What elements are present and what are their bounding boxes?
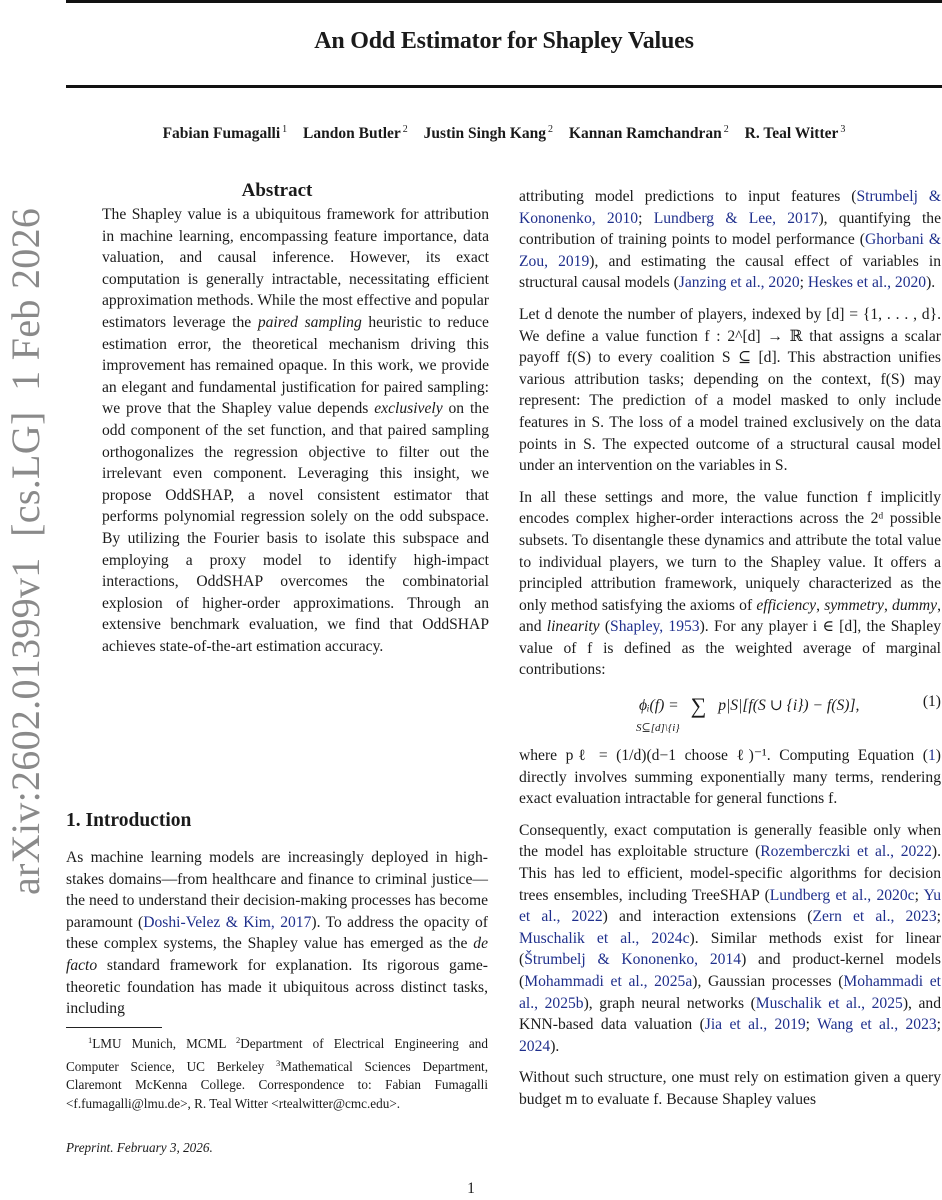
equation-number: (1) bbox=[922, 693, 941, 711]
citation-link[interactable]: Muschalik et al., 2024c bbox=[519, 929, 690, 947]
intro-paragraph-1: As machine learning models are increasingly deployed in high-stakes domains—from healthcare and finance to criminal justice—the need to understand their decision-making processes has become paramount (Doshi-Velez & Kim, 2017). To address the opacity of these complex systems, the Shapley value has emerged as the de facto standard framework for explanation. Its rigorous game-theoretic foundation has made it ubiquitous across distinct tasks, including bbox=[66, 849, 488, 1018]
abstract-section bbox=[66, 180, 488, 657]
summation-symbol: ∑ bbox=[690, 693, 707, 719]
citation-link[interactable]: Strumbelj & Kononenko, 2010 bbox=[519, 188, 941, 227]
citation-link[interactable]: Štrumbelj & Kononenko, 2014 bbox=[524, 951, 742, 969]
citation-link[interactable]: Lundberg et al., 2020c bbox=[769, 886, 915, 904]
abstract-text: The Shapley value is a ubiquitous framework for attribution in machine learning, encompassing feature importance, data valuation, and causal inference. However, its exact computation is generally intractable, necessitating efficient approximation methods. While the most effective and popular estimators leverage the paired sampling heuristic to reduce estimation error, the theoretical mechanism driving this improvement has remained opaque. In this work, we provide an elegant and fundamental justification for paired sampling: we prove that the Shapley value depends exclusively on the odd component of the set function, and that paired sampling orthogonalizes the regression objective to filter out the irrelevant even component. Leveraging this insight, we propose OddSHAP, a novel consistent estimator that performs polynomial regression solely on the odd subspace. By utilizing the Fourier basis to isolate this subspace and employing a proxy model to identify high-impact interactions, OddSHAP overcomes the combinatorial explosion of higher-order approximations. Through an extensive benchmark evaluation, we find that OddSHAP achieves state-of-the-art estimation accuracy. bbox=[102, 206, 490, 655]
author: Kannan Ramchandran $^2$ bbox=[568, 124, 729, 142]
citation-link[interactable]: Lundberg & Lee, 2017 bbox=[653, 209, 819, 227]
author: Fabian Fumagalli $^1$ bbox=[162, 124, 288, 142]
intro-paragraph-5: Consequently, exact computation is generally feasible only when the model has exploitable structure (Rozemberczki et al., 2022). This has led to efficient, model-specific algorithms for decision trees ensembles, including TreeSHAP (Lundberg et al., 2020c; Yu et al., 2022) and interaction extensions (Zern et al., 2023; Muschalik et al., 2024c). Similar methods exist for linear (Štrumbelj & Kononenko, 2014) and product-kernel models (Mohammadi et al., 2025a), Gaussian processes (Mohammadi et al., 2025b), graph neural networks (Muschalik et al., 2025), and KNN-based data valuation (Jia et al., 2019; Wang et al., 2023; 2024). bbox=[519, 821, 942, 1055]
citation-link[interactable]: Mohammadi et al., 2025a bbox=[524, 973, 693, 990]
intro-paragraph-1-continued: attributing model predictions to input features (Strumbelj & Kononenko, 2010; Lundberg & Lee, 2017), quantifying the contribution of training points to model performance (Ghorbani & Zou, 2019), and estimating the causal effect of variables in structural causal models (Janzing et al., 2020; Heskes et al., 2020). bbox=[519, 188, 942, 292]
title-rule bbox=[66, 85, 942, 88]
intro-paragraph-2: Let d denote the number of players, indexed by [d] = {1, . . . , d}. We define a value function f : 2^[d] → ℝ that assigns a scalar payoff f(S) to every coalition S ⊆ [d]. This abstraction unifies various attribution tasks; depending on the context, f(S) may represent: The prediction of a model masked to only include features in S. The loss of a model trained exclusively on the data points in S. The expected outcome of a structural causal model under an intervention on the variables in S. bbox=[519, 305, 941, 475]
equation-reference-link[interactable]: 1 bbox=[928, 747, 936, 765]
top-rule bbox=[66, 0, 942, 3]
affiliations-footnote: $^1$LMU Munich, MCML $^2$Department of Electrical Engineering and Computer Science, UC Berkeley $^3$Mathematical Sciences Department, Claremont McKenna College. Correspondence to: Fabian Fumagalli <f.fumagalli@lmu.de>, R. Teal Witter <rtealwitter@cmc.edu>. bbox=[66, 1035, 488, 1111]
abstract-heading: Abstract bbox=[241, 180, 313, 201]
citation-link[interactable]: Wang et al., 2023 bbox=[817, 1016, 937, 1034]
author: Landon Butler $^2$ bbox=[303, 124, 408, 142]
author-list bbox=[66, 124, 942, 143]
citation-link[interactable]: 2024 bbox=[519, 1037, 551, 1055]
summation-subscript: S⊆[d]\{i} bbox=[636, 722, 680, 735]
right-column bbox=[519, 186, 941, 1121]
citation-link[interactable]: Yu et al., 2022 bbox=[519, 886, 942, 926]
citation-link[interactable]: Muschalik et al., 2025 bbox=[755, 994, 903, 1012]
intro-paragraph-4: where pℓ = (1/d)(d−1 choose ℓ)⁻¹. Computing Equation (1) directly involves summing exponentially many terms, rendering exact evaluation intractable for general functions f. bbox=[519, 747, 941, 808]
citation-link[interactable]: Rozemberczki et al., 2022 bbox=[760, 843, 932, 861]
citation-link[interactable]: Zern et al., 2023 bbox=[812, 908, 937, 926]
intro-paragraph-6: Without such structure, one must rely on estimation given a query budget m to evaluate f. Because Shapley values bbox=[519, 1069, 941, 1108]
section-heading-introduction: 1. Introduction bbox=[66, 810, 192, 831]
author: Justin Singh Kang $^2$ bbox=[423, 124, 554, 142]
citation-link[interactable]: Ghorbani & Zou, 2019 bbox=[519, 231, 941, 270]
arxiv-identifier-stamp: arXiv:2602.01399v1 [cs.LG] 1 Feb 2026 bbox=[3, 207, 48, 895]
page-number: 1 bbox=[467, 1180, 475, 1197]
citation-link[interactable]: Doshi-Velez & Kim, 2017 bbox=[143, 913, 312, 931]
intro-paragraph-3: In all these settings and more, the value function f implicitly encodes complex higher-order interactions across the 2ᵈ possible subsets. To disentangle these dynamics and attribute the total value to individual players, we turn to the Shapley value. It offers a principled attribution framework, uniquely characterized as the only method satisfying the axioms of efficiency, symmetry, dummy, and linearity (Shapley, 1953). For any player i ∈ [d], the Shapley value of f is defined as the weighted average of marginal contributions: bbox=[519, 488, 941, 679]
author: R. Teal Witter $^3$ bbox=[744, 124, 846, 142]
citation-link[interactable]: Mohammadi et al., 2025b bbox=[519, 973, 941, 1012]
preprint-note: Preprint. February 3, 2026. bbox=[66, 1140, 213, 1155]
citation-link[interactable]: Heskes et al., 2020 bbox=[807, 274, 927, 292]
citation-link[interactable]: Jia et al., 2019 bbox=[704, 1016, 806, 1034]
paper-title: An Odd Estimator for Shapley Values bbox=[314, 28, 694, 54]
shapley-equation bbox=[519, 691, 941, 737]
footnote-divider bbox=[66, 1027, 162, 1028]
equation-body: ϕᵢ(f) = ∑ p|S|[f(S ∪ {i}) − f(S)], bbox=[639, 693, 860, 719]
citation-link[interactable]: Shapley, 1953 bbox=[610, 618, 700, 636]
citation-link[interactable]: Janzing et al., 2020 bbox=[678, 274, 800, 292]
